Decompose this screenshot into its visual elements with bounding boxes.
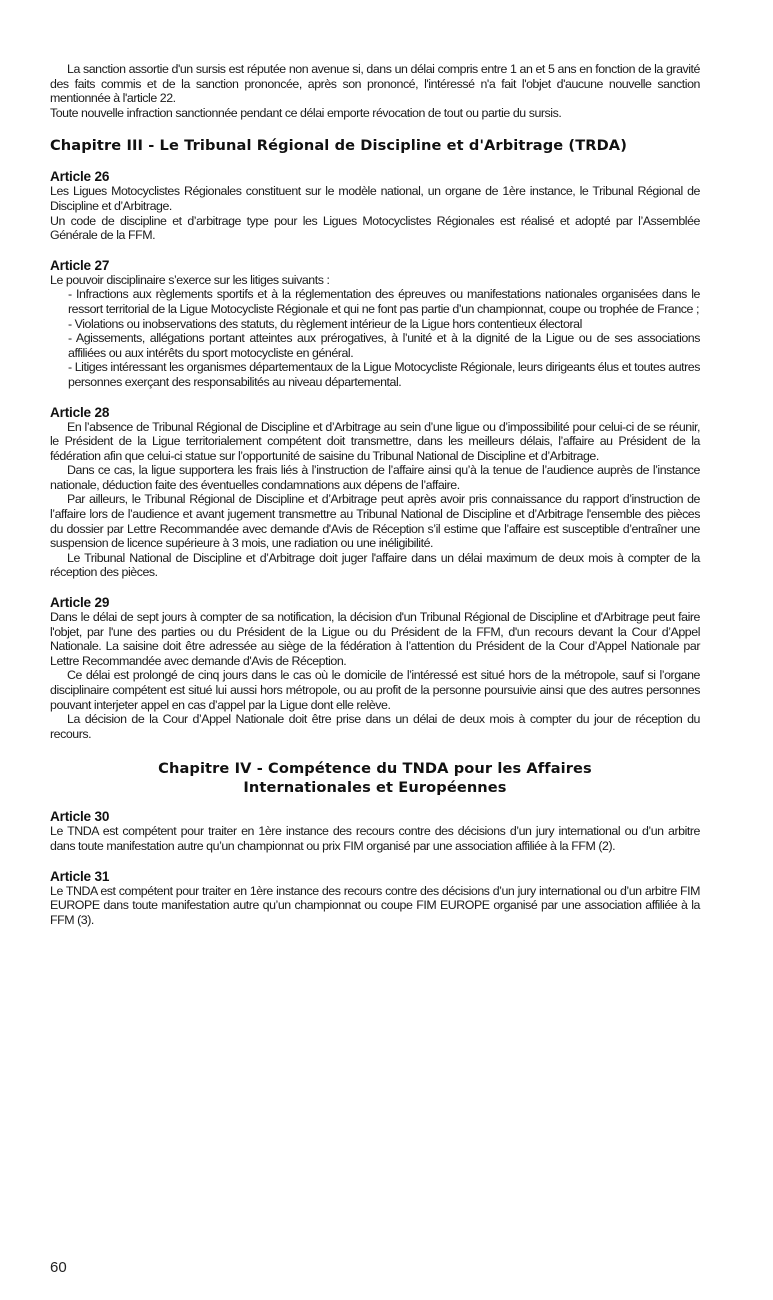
list-item: - Litiges intéressant les organismes départementaux de la Ligue Motocycliste Régionale, leurs dirigeants élus et toutes autres personnes exerçant des responsabilités au niveau départemental. [68, 360, 700, 389]
chapter-3-heading: Chapitre III - Le Tribunal Régional de Discipline et d'Arbitrage (TRDA) [50, 137, 627, 155]
document-page [50, 62, 700, 927]
article-29-title: Article 29 [50, 595, 110, 611]
article-29-paragraph-3: La décision de la Cour d’Appel Nationale doit être prise dans un délai de deux mois à compter du jour de réception du recours. [50, 712, 700, 741]
article-28-paragraph-2: Dans ce cas, la ligue supportera les frais liés à l’instruction de l’affaire ainsi qu’à la tenue de l’audience auprès de l’instance nationale, déduction faite des éventuelles condamnations aux dépens de l’affaire. [50, 463, 700, 492]
article-29-paragraph-1: Dans le délai de sept jours à compter de sa notification, la décision d'un Tribunal Régional de Discipline et d'Arbitrage peut faire l'objet, par l'une des parties ou du Président de la Ligue ou du Président de la FFM, d'un recours devant la Cour d’Appel Nationale. La saisine doit être adressée au siège de la fédération à l’attention du Président de la Cour d’Appel Nationale par Lettre Recommandée avec demande d'Avis de Réception. [50, 610, 700, 668]
article-29 [50, 595, 700, 741]
list-item: - Infractions aux règlements sportifs et à la réglementation des épreuves ou manifestations nationales organisées dans le ressort territorial de la Ligue Motocycliste Régionale et qui ne font pas partie d’un championnat, coupe ou trophée de France ; [68, 287, 700, 316]
article-28 [50, 405, 700, 581]
article-28-paragraph-3: Par ailleurs, le Tribunal Régional de Discipline et d’Arbitrage peut après avoir pris connaissance du rapport d’instruction de l’affaire lors de l’audience et avant jugement transmettre au Tribunal National de Discipline et d’Arbitrage l'ensemble des pièces du dossier par Lettre Recommandée avec demande d'Avis de Réception s’il estime que l’affaire est susceptible d’entraîner une suspension de licence supérieure à 3 mois, une radiation ou une inéligibilité. [50, 492, 700, 551]
chapter-4-heading-line-2: Internationales et Européennes [243, 779, 507, 797]
intro-paragraph: La sanction assortie d'un sursis est réputée non avenue si, dans un délai compris entre 1 an et 5 ans en fonction de la gravité des faits commis et de la sanction prononcée, après son prononcé, l'intéressé n'a fait l'objet d'aucune nouvelle sanction mentionnée à l'article 22. [50, 62, 700, 106]
intro-paragraph-2: Toute nouvelle infraction sanctionnée pendant ce délai emporte révocation de tout ou partie du sursis. [50, 105, 562, 120]
article-27-intro: Le pouvoir disciplinaire s’exerce sur les litiges suivants : [50, 272, 330, 287]
article-28-title: Article 28 [50, 404, 110, 420]
chapter-4-heading-line-1: Chapitre IV - Compétence du TNDA pour les Affaires [158, 760, 592, 778]
article-28-paragraph-4: Le Tribunal National de Discipline et d’Arbitrage doit juger l'affaire dans un délai maximum de deux mois à compter de la réception des pièces. [50, 550, 700, 580]
article-27-title: Article 27 [50, 257, 110, 273]
page-number: 60 [50, 1259, 67, 1276]
article-26-paragraph-2: Un code de discipline et d’arbitrage type pour les Ligues Motocyclistes Régionales est réalisé et adopté par l’Assemblée Générale de la FFM. [50, 213, 700, 243]
article-26-paragraph-1: Les Ligues Motocyclistes Régionales constituent sur le modèle national, un organe de 1ère instance, le Tribunal Régional de Discipline et d’Arbitrage. [50, 184, 700, 213]
list-item: - Violations ou inobservations des statuts, du règlement intérieur de la Ligue hors contentieux électoral [68, 316, 582, 331]
article-30-paragraph: Le TNDA est compétent pour traiter en 1ère instance des recours contre des décisions d’un jury international ou d’un arbitre dans toute manifestation autre qu’un championnat ou prix FIM organisé par une association affiliée à la FFM (2). [50, 824, 700, 853]
article-28-paragraph-1: En l’absence de Tribunal Régional de Discipline et d’Arbitrage au sein d’une ligue ou d’impossibilité pour celui-ci de se réunir, le Président de la Ligue territorialement compétent doit transmettre, dans les meilleurs délais, l’affaire au Président de la fédération afin que celui-ci statue sur l’opportunité de saisine du Tribunal National de Discipline et d’Arbitrage. [50, 419, 700, 463]
article-29-paragraph-2: Ce délai est prolongé de cinq jours dans le cas où le domicile de l’intéressé est situé hors de la métropole, sauf si l’organe disciplinaire compétent est situé lui aussi hors métropole, ou au profit de la personne poursuivie ainsi que des autres personnes pouvant interjeter appel en cas d’appel par la Ligue dont elle relève. [50, 668, 700, 712]
article-30 [50, 809, 700, 853]
article-31 [50, 869, 700, 928]
intro-section [50, 62, 700, 120]
list-item: - Agissements, allégations portant atteintes aux prérogatives, à l’unité et à la dignité de la Ligue ou de ses associations affiliées ou aux intérêts du sport motocycliste en général. [68, 331, 700, 360]
article-27-list [50, 287, 700, 389]
article-26-title: Article 26 [50, 169, 110, 185]
article-31-paragraph: Le TNDA est compétent pour traiter en 1ère instance des recours contre des décisions d’un jury international ou d’un arbitre FIM EUROPE dans toute manifestation autre qu’un championnat ou coupe FIM EUROPE organisé par une association affiliée à la FFM (3). [50, 883, 700, 927]
article-27 [50, 258, 700, 390]
article-26 [50, 169, 700, 242]
article-31-title: Article 31 [50, 868, 110, 884]
article-30-title: Article 30 [50, 809, 110, 825]
chapter-4-heading [50, 759, 700, 797]
